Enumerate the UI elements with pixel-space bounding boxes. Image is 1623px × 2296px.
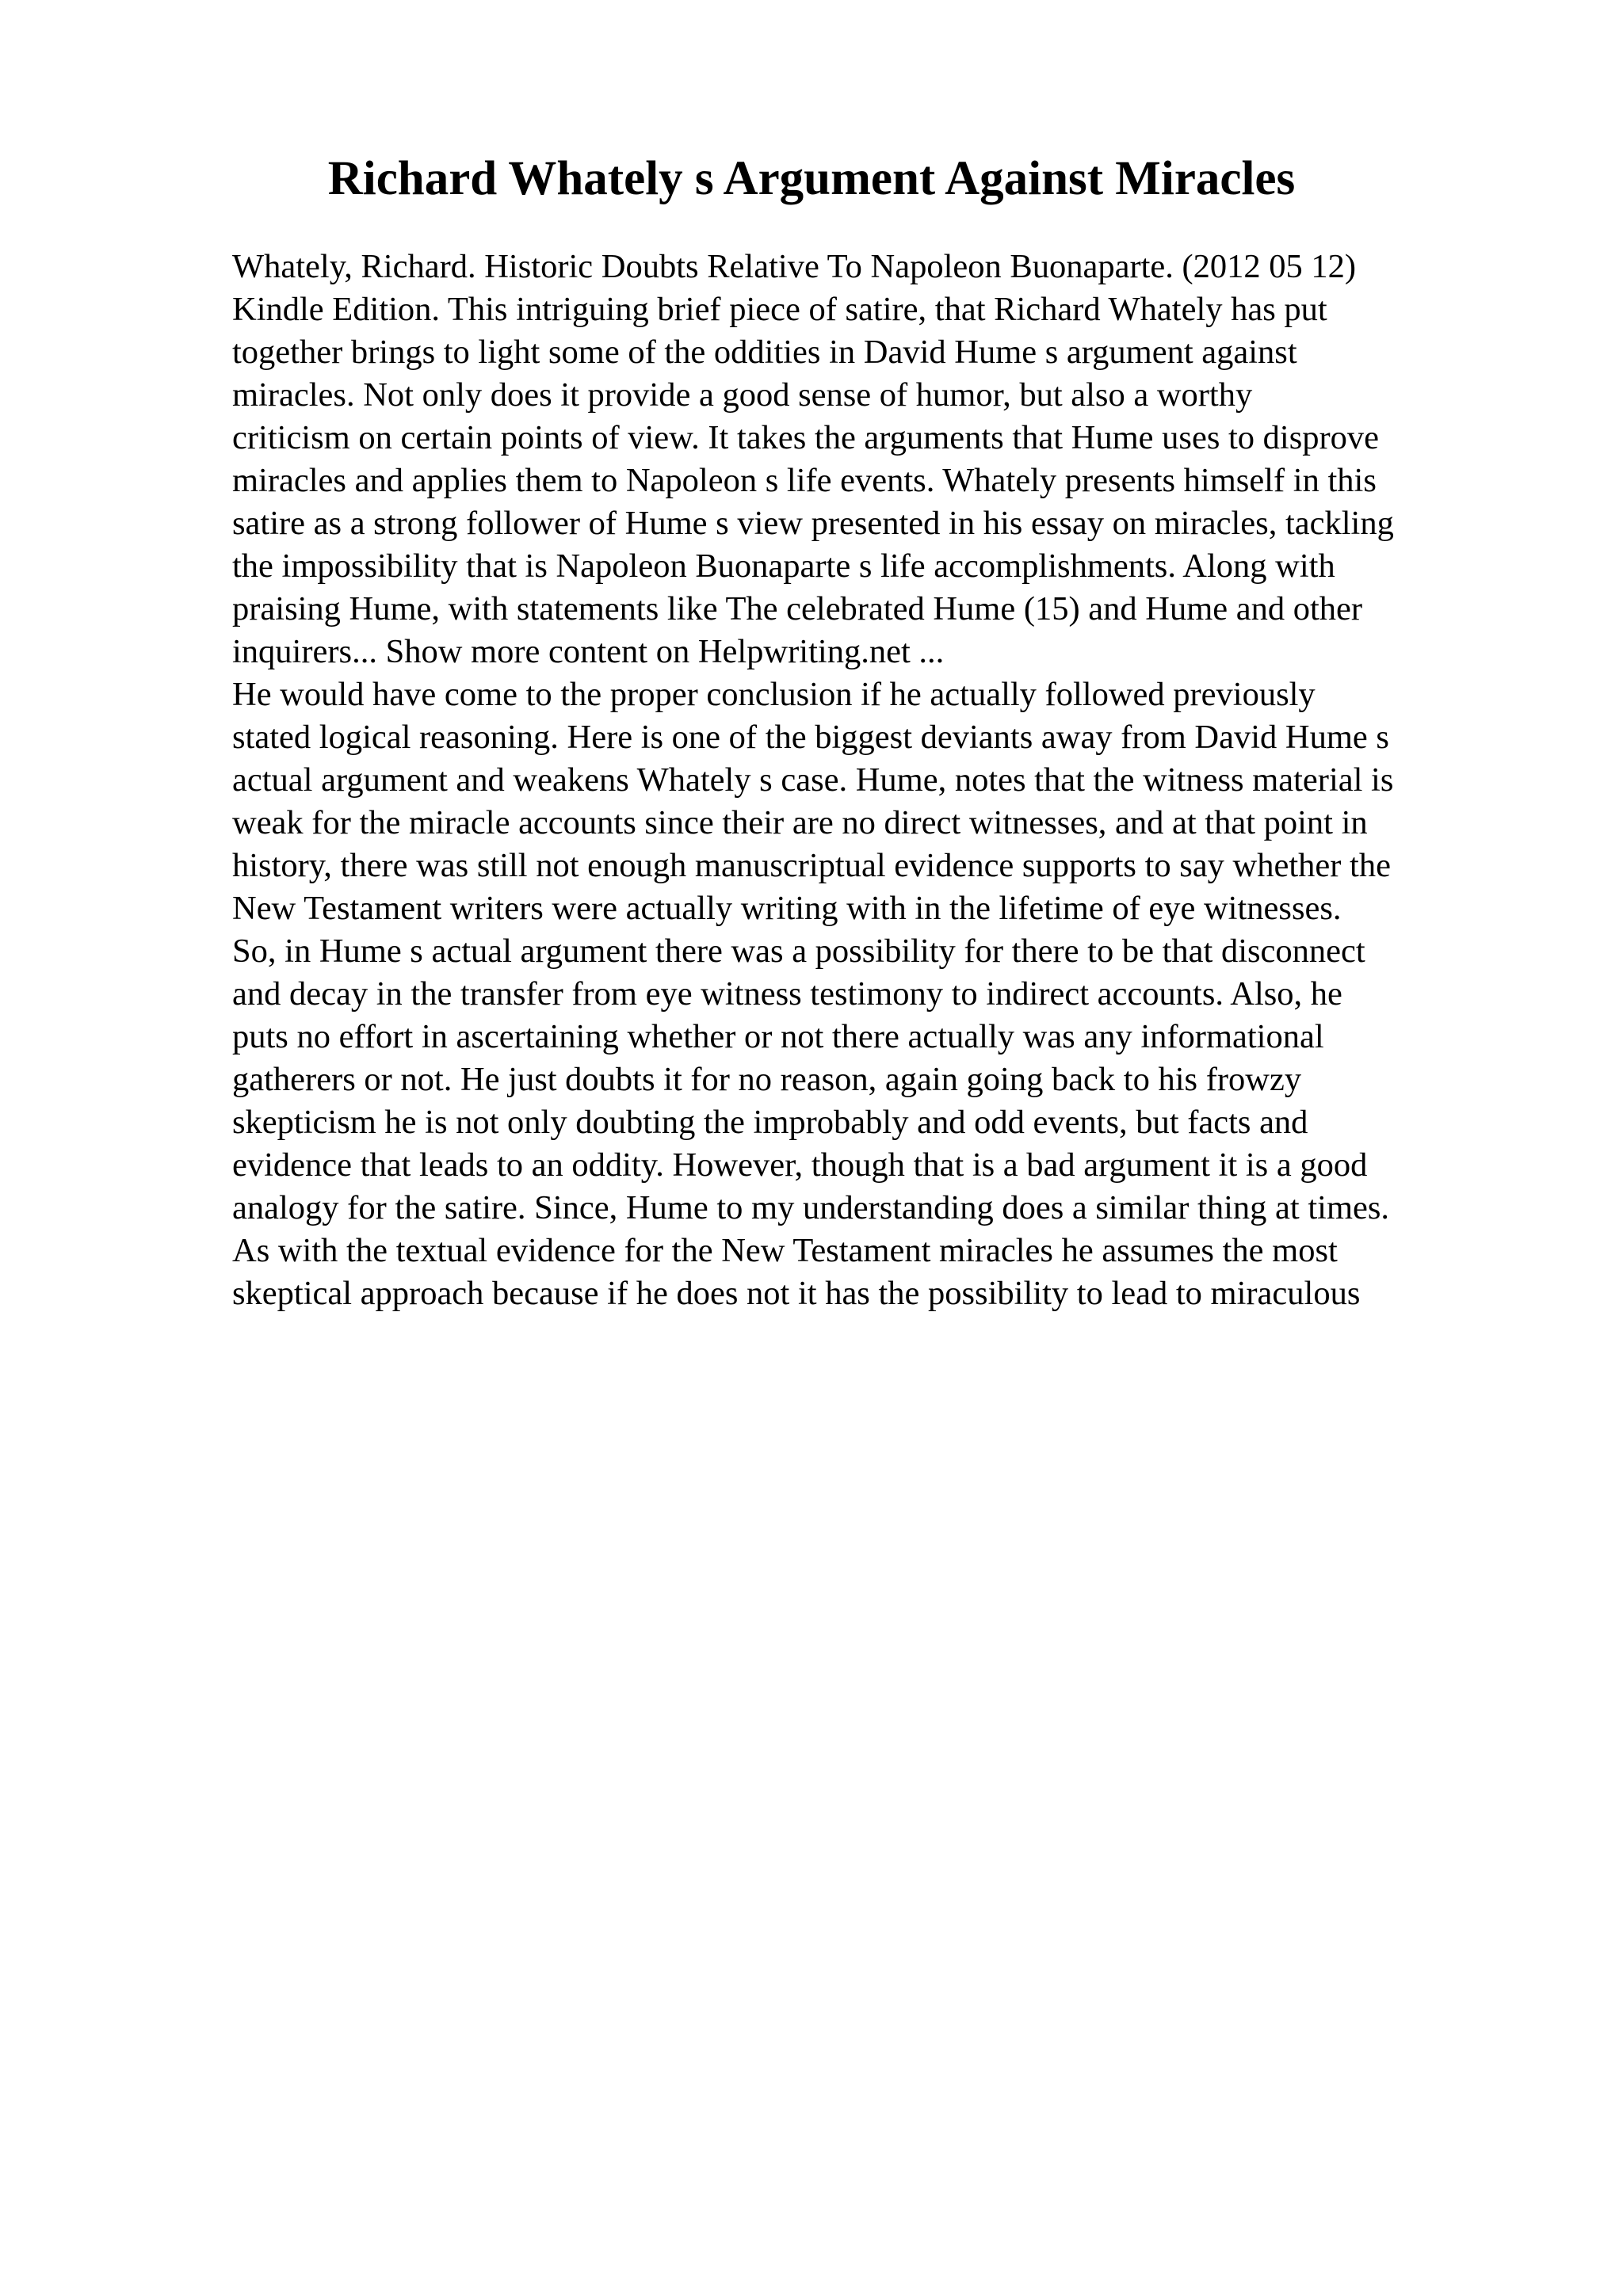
text-line: miracles. Not only does it provide a good sense of humor, but also a worthy	[232, 376, 1253, 414]
text-line: praising Hume, with statements like The celebrated Hume (15) and Hume and other	[232, 590, 1363, 627]
text-line: together brings to light some of the oddities in David Hume s argument against	[232, 334, 1297, 371]
text-line: skepticism he is not only doubting the improbably and odd events, but facts and	[232, 1104, 1308, 1141]
text-line: satire as a strong follower of Hume s view presented in his essay on miracles, tackling	[232, 505, 1394, 542]
text-line: gatherers or not. He just doubts it for no reason, again going back to his frowzy	[232, 1061, 1302, 1098]
text-line: criticism on certain points of view. It takes the arguments that Hume uses to disprove	[232, 419, 1380, 456]
text-line: evidence that leads to an oddity. However, though that is a bad argument it is a good	[232, 1146, 1368, 1184]
paragraph-2	[232, 673, 1532, 1315]
document-body	[232, 246, 1532, 1315]
text-line: puts no effort in ascertaining whether or not there actually was any informational	[232, 1018, 1324, 1055]
text-line: the impossibility that is Napoleon Buonaparte s life accomplishments. Along with	[232, 547, 1335, 585]
text-line: history, there was still not enough manuscriptual evidence supports to say whether the	[232, 847, 1391, 884]
text-line: miracles and applies them to Napoleon s life events. Whately presents himself in this	[232, 462, 1377, 499]
text-line: New Testament writers were actually writing with in the lifetime of eye witnesses.	[232, 890, 1342, 927]
text-line: Whately, Richard. Historic Doubts Relative To Napoleon Buonaparte. (2012 05 12)	[232, 248, 1357, 285]
text-line: analogy for the satire. Since, Hume to my understanding does a similar thing at times.	[232, 1189, 1390, 1226]
text-line: inquirers... Show more content on Helpwriting.net ...	[232, 633, 945, 670]
text-line: So, in Hume s actual argument there was a possibility for there to be that disconnect	[232, 933, 1365, 970]
text-line: skeptical approach because if he does not it has the possibility to lead to miraculous	[232, 1275, 1361, 1312]
document-title: Richard Whately s Argument Against Miracles	[327, 152, 1296, 205]
text-line: stated logical reasoning. Here is one of the biggest deviants away from David Hume s	[232, 719, 1389, 756]
text-line: weak for the miracle accounts since their are no direct witnesses, and at that point in	[232, 804, 1368, 841]
text-line: actual argument and weakens Whately s case. Hume, notes that the witness material is	[232, 761, 1394, 799]
paragraph-1	[232, 246, 1532, 673]
text-line: Kindle Edition. This intriguing brief piece of satire, that Richard Whately has put	[232, 291, 1327, 328]
text-line: He would have come to the proper conclusion if he actually followed previously	[232, 676, 1316, 713]
text-line: As with the textual evidence for the New Testament miracles he assumes the most	[232, 1232, 1338, 1269]
text-line: and decay in the transfer from eye witness testimony to indirect accounts. Also, he	[232, 975, 1342, 1013]
